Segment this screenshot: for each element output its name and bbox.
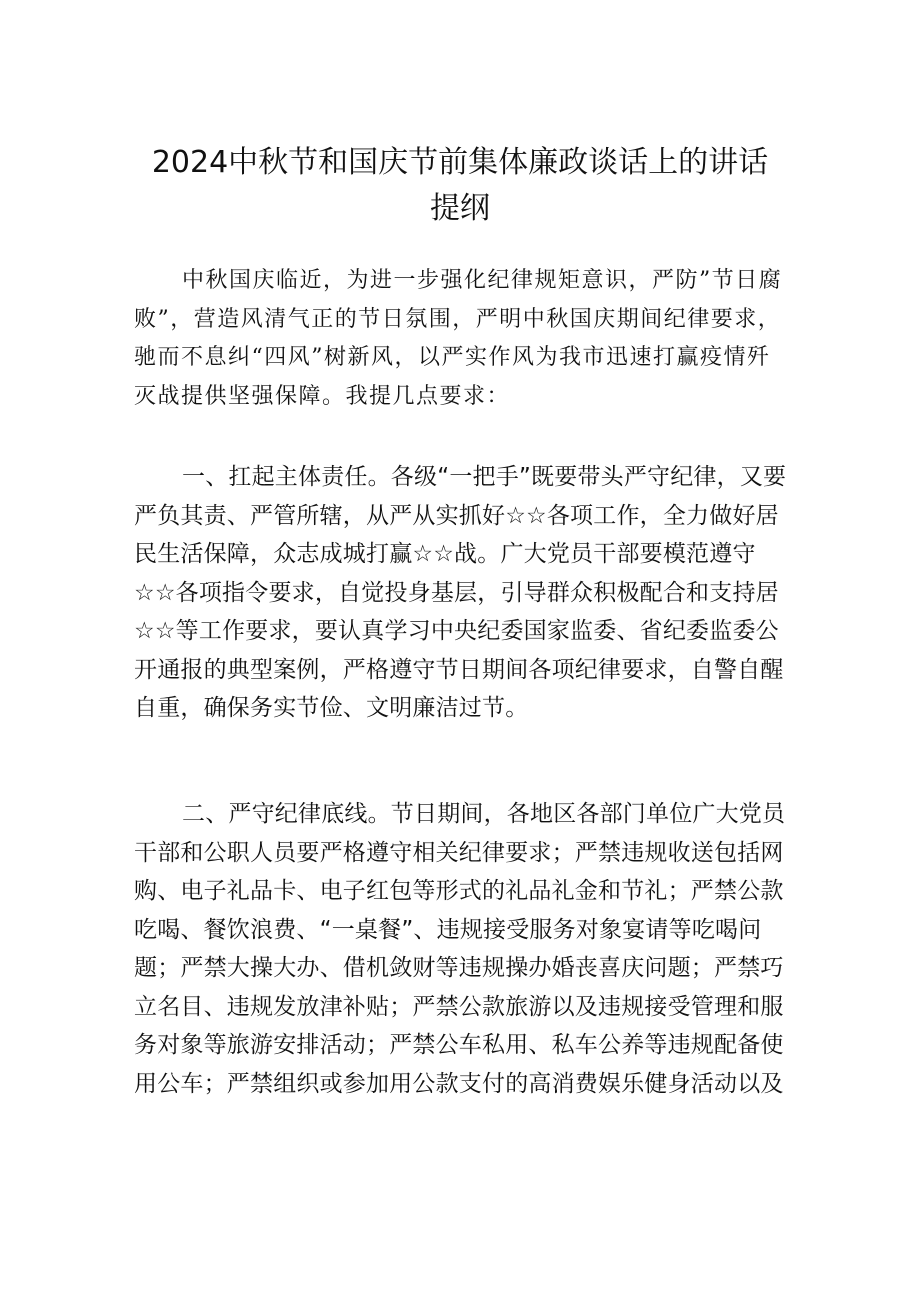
paragraph-1-text: 一、扛起主体责任。各级“一把手”既要带头严守纪律，又要严负其责、严管所辖，从严从实抓好☆☆各项工作，全力做好居民生活保障，众志成城打赢☆☆战。广大党员干部要模范遵守☆☆各项指令要求，自觉投身基层，引导群众积极配合和支持居☆☆等工作要求，要认真学习中央纪委国家监委、省纪委监委公开通报的典型案例，严格遵守节日期间各项纪律要求，自警自醒自重，确保务实节俭、文明廉洁过节。 <box>134 464 787 721</box>
intro-text: 中秋国庆临近，为进一步强化纪律规矩意识，严防”节日腐败”，营造风清气正的节日氛围，严明中秋国庆期间纪律要求，驰而不息纠“四风”树新风，以严实作风为我市迅速打赢疫情歼灭战提供坚强保障。我提几点要求： <box>134 268 783 409</box>
paragraph-responsibility <box>134 458 790 728</box>
document-title <box>100 140 820 232</box>
paragraph-discipline <box>134 795 790 1103</box>
intro-paragraph <box>134 262 790 416</box>
title-line-2: 提纲 <box>430 191 490 226</box>
paragraph-2-text: 二、严守纪律底线。节日期间，各地区各部门单位广大党员干部和公职人员要严格遵守相关纪律要求；严禁违规收送包括网购、电子礼品卡、电子红包等形式的礼品礼金和节礼；严禁公款吃喝、餐饮浪费、“一桌餐”、违规接受服务对象宴请等吃喝问题；严禁大操大办、借机敛财等违规操办婚丧喜庆问题；严禁巧立名目、违规发放津补贴；严禁公款旅游以及违规接受管理和服务对象等旅游安排活动；严禁公车私用、私车公养等违规配备使用公车；严禁组织或参加用公款支付的高消费娱乐健身活动以及 <box>134 801 786 1097</box>
title-line-1: 2024中秋节和国庆节前集体廉政谈话上的讲话 <box>151 145 769 180</box>
